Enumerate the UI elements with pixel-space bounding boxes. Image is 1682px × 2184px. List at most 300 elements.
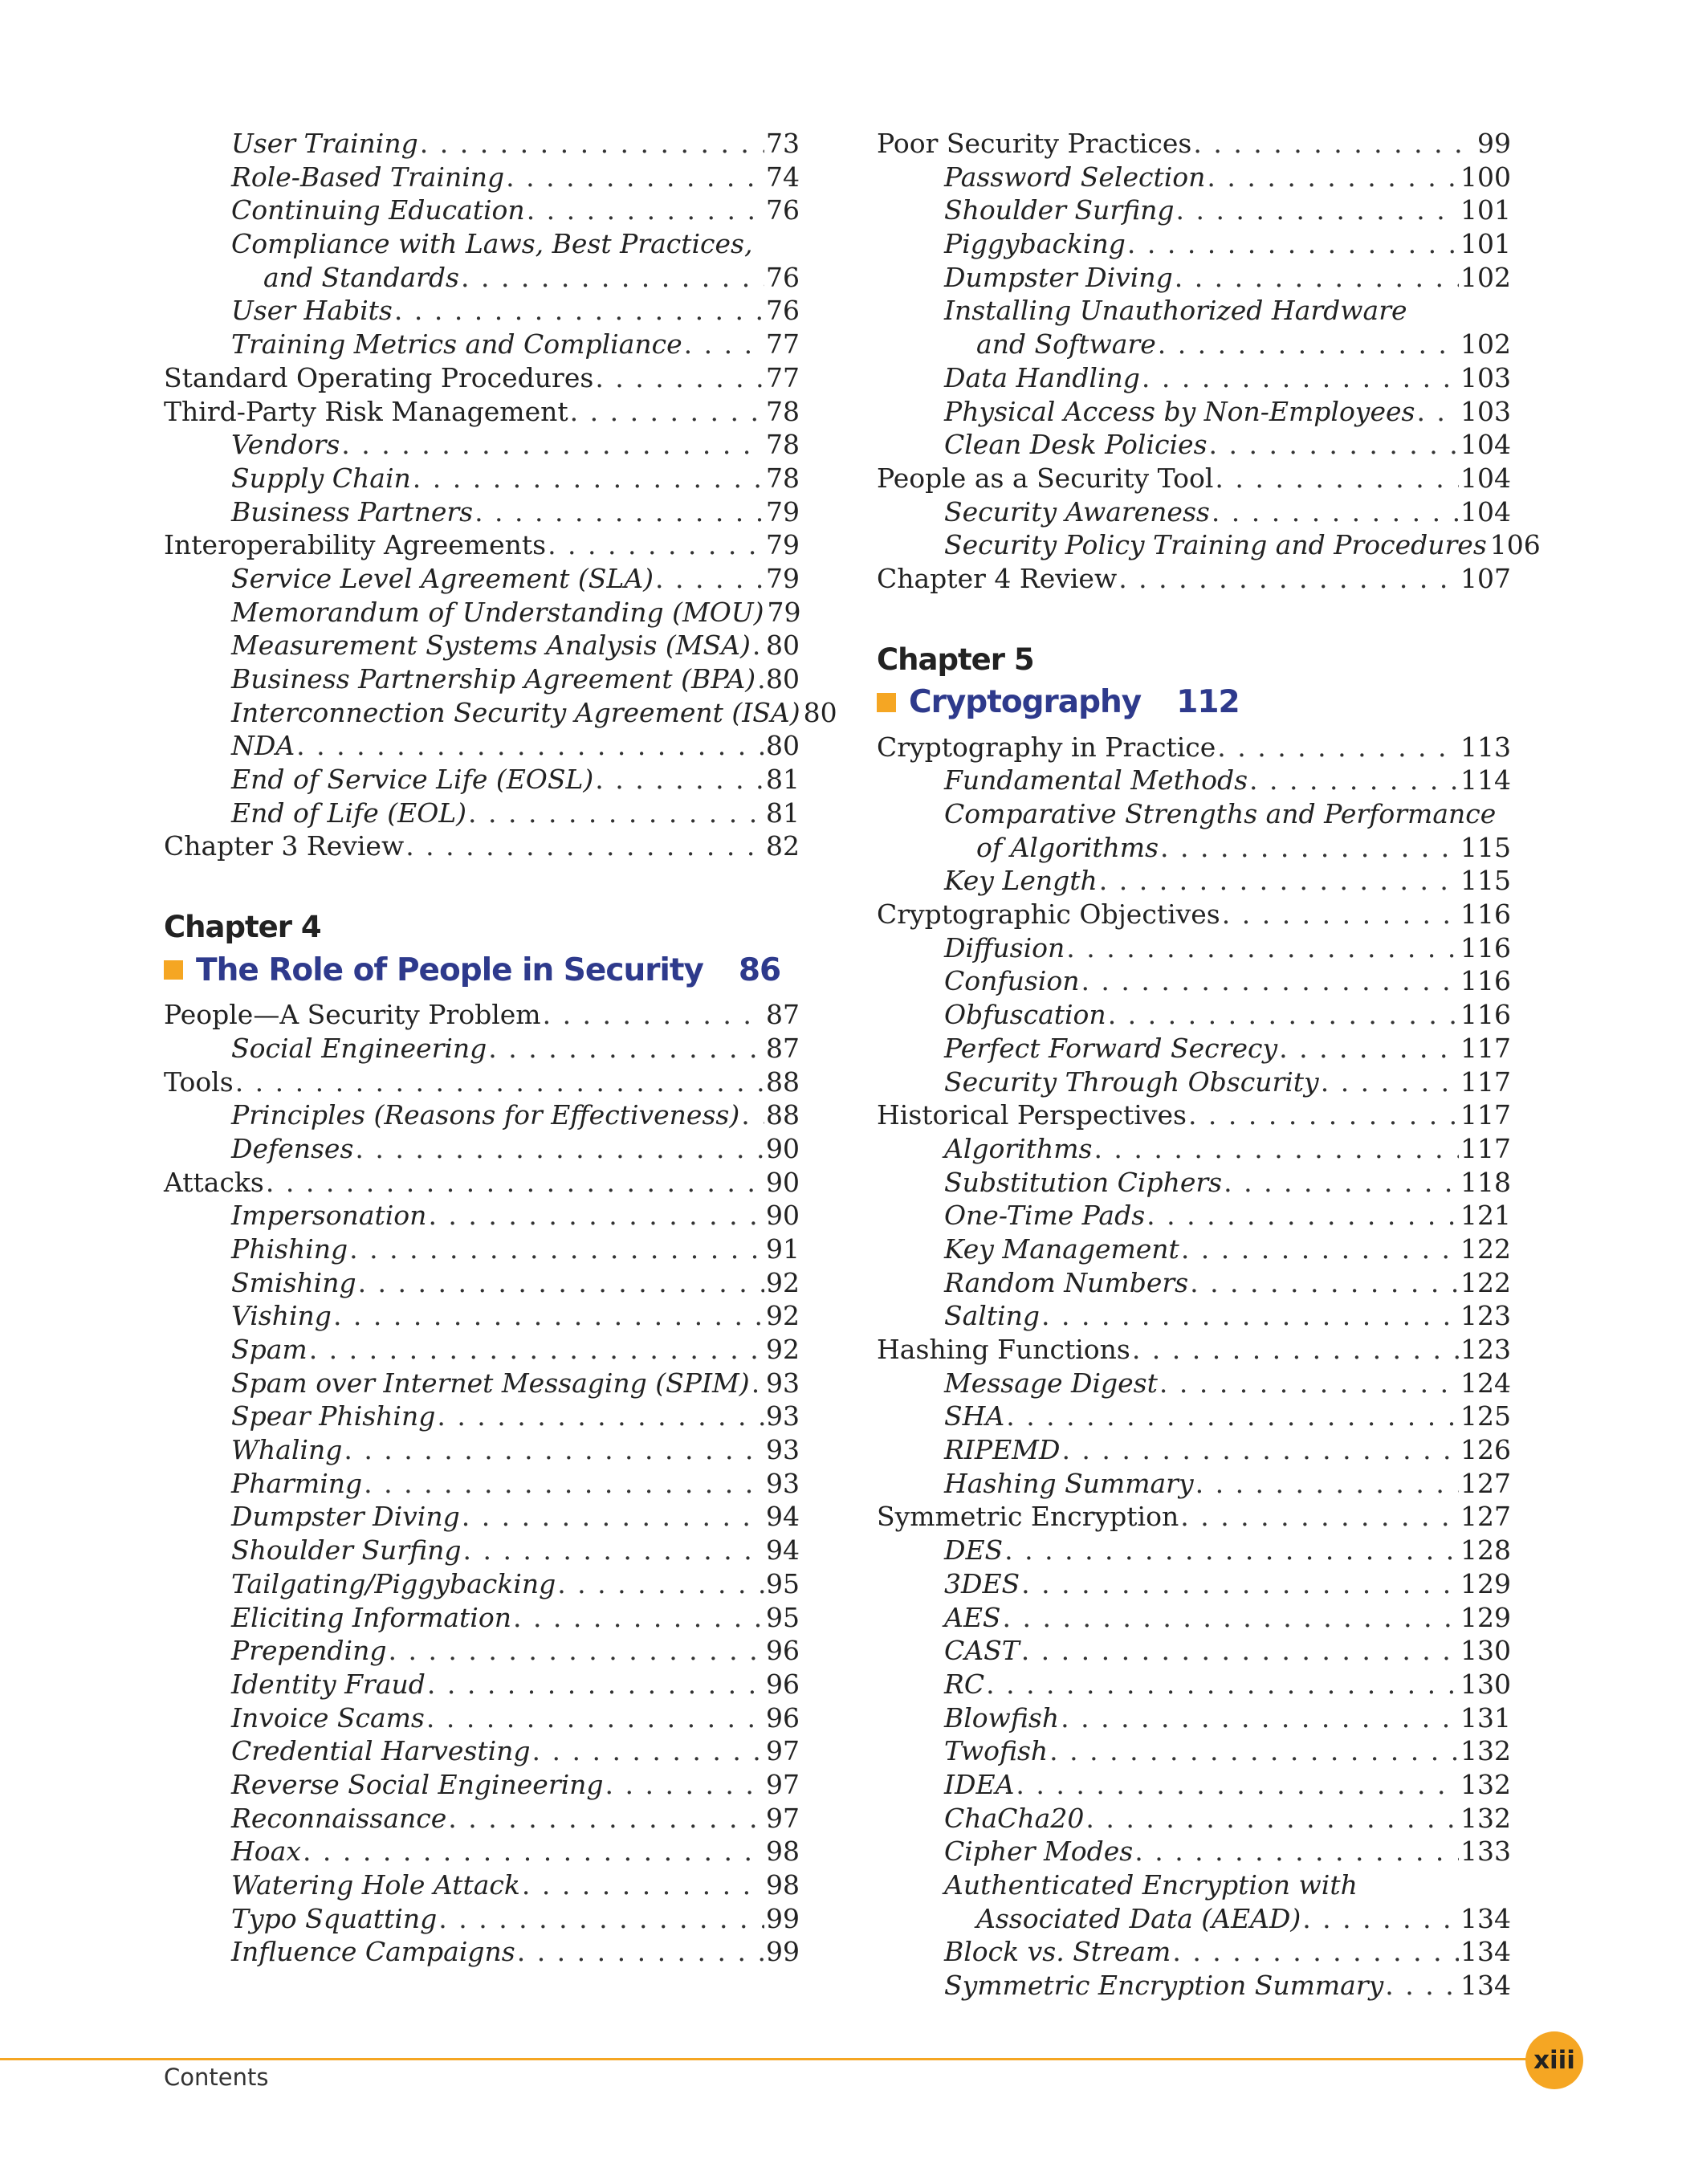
- dot-leader: [394, 294, 764, 328]
- toc-entry-page: 122: [1460, 1233, 1511, 1265]
- dot-leader: [420, 127, 764, 161]
- toc-entry[interactable]: [164, 462, 800, 495]
- toc-entry-title: Business Partnership Agreement (BPA): [231, 663, 756, 695]
- toc-entry[interactable]: [164, 328, 800, 361]
- toc-entry-page: 123: [1460, 1334, 1511, 1365]
- toc-entry[interactable]: [164, 1367, 800, 1400]
- toc-entry[interactable]: [164, 1500, 800, 1534]
- toc-entry[interactable]: [164, 1233, 800, 1266]
- chapter-label: Chapter 4: [164, 910, 321, 945]
- toc-entry-page: 118: [1460, 1166, 1511, 1198]
- dot-leader: [1212, 495, 1459, 529]
- dot-leader: [1302, 1902, 1459, 1936]
- toc-entry-page: 116: [1460, 898, 1511, 931]
- toc-entry-title: Cryptographic Objectives: [877, 898, 1220, 931]
- toc-entry-title: Business Partners: [231, 495, 474, 528]
- toc-entry-title: Reconnaissance: [231, 1802, 447, 1834]
- toc-entry-title: RIPEMD: [944, 1434, 1061, 1466]
- toc-entry[interactable]: [877, 1467, 1511, 1501]
- toc-entry[interactable]: [877, 1266, 1511, 1300]
- toc-entry-page: 82: [766, 830, 800, 862]
- toc-entry[interactable]: [164, 1098, 800, 1132]
- toc-entry[interactable]: [877, 261, 1511, 295]
- toc-entry-title: Whaling: [231, 1434, 343, 1466]
- dot-leader: [1003, 1601, 1459, 1635]
- toc-entry[interactable]: [164, 528, 800, 562]
- toc-entry-title: Training Metrics and Compliance: [231, 328, 682, 361]
- toc-entry[interactable]: [877, 898, 1511, 931]
- toc-entry-title: Continuing Education: [231, 194, 525, 226]
- left-column: [164, 127, 837, 1969]
- toc-entry-title: Pharming: [231, 1467, 363, 1499]
- toc-entry-page: 79: [766, 562, 800, 594]
- toc-entry-page: 90: [766, 1132, 800, 1164]
- toc-entry[interactable]: [164, 1467, 800, 1501]
- toc-entry[interactable]: [877, 328, 1511, 361]
- toc-entry-title: CAST: [944, 1635, 1020, 1667]
- toc-entry[interactable]: [877, 1367, 1511, 1400]
- chapter-page-number: 112: [1176, 684, 1240, 721]
- dot-leader: [235, 1066, 764, 1099]
- toc-entry-page: 90: [766, 1166, 800, 1198]
- toc-entry[interactable]: [877, 1567, 1511, 1601]
- dot-leader: [488, 1032, 764, 1066]
- toc-entry[interactable]: [164, 596, 800, 630]
- toc-entry-page: 104: [1460, 462, 1511, 494]
- toc-entry-page: 134: [1460, 1902, 1511, 1934]
- toc-entry[interactable]: [164, 294, 800, 328]
- toc-entry[interactable]: [164, 1835, 800, 1868]
- toc-entry[interactable]: [877, 1734, 1511, 1768]
- toc-entry[interactable]: [164, 1734, 800, 1768]
- toc-entry-title: Defenses: [231, 1132, 354, 1164]
- toc-entry[interactable]: [164, 1433, 800, 1467]
- toc-entry-page: 73: [766, 128, 800, 159]
- toc-entry-page: 134: [1460, 1936, 1511, 1968]
- toc-entry[interactable]: [164, 1299, 800, 1333]
- toc-entry[interactable]: [164, 562, 800, 596]
- toc-entry[interactable]: [164, 1567, 800, 1601]
- toc-entry-title: Memorandum of Understanding (MOU): [231, 596, 764, 628]
- toc-entry[interactable]: [877, 495, 1511, 529]
- toc-entry-page: 96: [766, 1668, 800, 1700]
- toc-entry-page: 77: [766, 328, 800, 361]
- dot-leader: [752, 629, 764, 662]
- toc-entry-title: RC: [944, 1668, 985, 1700]
- dot-leader: [605, 1768, 764, 1802]
- toc-entry[interactable]: [877, 1500, 1511, 1534]
- toc-entry[interactable]: [164, 829, 800, 863]
- toc-entry: [877, 294, 1511, 328]
- bullet-square-icon: [164, 960, 183, 980]
- dot-leader: [474, 495, 764, 529]
- dot-leader: [986, 1668, 1459, 1701]
- toc-entry[interactable]: [164, 1199, 800, 1233]
- toc-entry[interactable]: [164, 261, 800, 295]
- dot-leader: [388, 1634, 764, 1668]
- toc-entry[interactable]: [877, 1902, 1511, 1936]
- toc-entry-title: Smishing: [231, 1266, 356, 1298]
- toc-entry: [877, 797, 1511, 831]
- toc-entry[interactable]: [877, 361, 1511, 395]
- toc-entry[interactable]: [164, 1701, 800, 1735]
- toc-entry[interactable]: [164, 1768, 800, 1802]
- toc-entry-title: Random Numbers: [944, 1266, 1189, 1298]
- toc-entry-title: Data Handling: [944, 361, 1140, 393]
- toc-entry-title: DES: [944, 1534, 1004, 1567]
- toc-entry[interactable]: [877, 1098, 1511, 1132]
- toc-entry-title: Blowfish: [944, 1701, 1060, 1734]
- toc-entry-title: Shoulder Surfing: [944, 194, 1175, 226]
- dot-leader: [1222, 898, 1459, 931]
- toc-entry[interactable]: [877, 194, 1511, 227]
- dot-leader: [1172, 1935, 1459, 1969]
- dot-leader: [1016, 1768, 1459, 1802]
- toc-entry-page: 125: [1460, 1400, 1511, 1432]
- dot-leader: [595, 763, 764, 797]
- toc-entry-title: End of Life (EOL): [231, 797, 467, 829]
- toc-entry-page: 117: [1460, 1066, 1511, 1098]
- toc-entry-page: 93: [766, 1467, 800, 1499]
- dot-leader: [1108, 998, 1459, 1032]
- toc-section-chapter-3-tail: [164, 127, 837, 863]
- toc-entry[interactable]: [877, 1066, 1511, 1099]
- toc-entry[interactable]: [164, 1868, 800, 1902]
- toc-section-chapter-5: [877, 731, 1511, 2003]
- toc-entry-title: Installing Unauthorized Hardware: [944, 295, 1407, 327]
- toc-entry[interactable]: [877, 562, 1511, 596]
- toc-entry-title: Key Length: [944, 865, 1098, 897]
- dot-leader: [462, 1500, 764, 1534]
- toc-entry[interactable]: [877, 731, 1511, 764]
- chapter-title: Cryptography: [909, 684, 1142, 721]
- toc-entry-title: and Standards: [263, 261, 459, 293]
- dot-leader: [655, 562, 764, 596]
- toc-entry-title: Spam over Internet Messaging (SPIM): [231, 1367, 750, 1399]
- toc-entry-page: 87: [766, 999, 800, 1031]
- dot-leader: [364, 1467, 764, 1501]
- dot-leader: [427, 1668, 764, 1701]
- toc-entry[interactable]: [164, 361, 800, 395]
- toc-entry[interactable]: [164, 998, 800, 1032]
- toc-entry-page: 106: [1489, 529, 1541, 561]
- toc-entry[interactable]: [164, 1802, 800, 1836]
- toc-entry[interactable]: [877, 1132, 1511, 1166]
- toc-entry-title: Dumpster Diving: [231, 1501, 460, 1533]
- toc-entry-title: Comparative Strengths and Performance: [944, 798, 1497, 829]
- toc-entry-title: Standard Operating Procedures: [164, 361, 594, 393]
- toc-entry[interactable]: [877, 1634, 1511, 1668]
- toc-entry[interactable]: [164, 395, 800, 429]
- chapter-5-heading[interactable]: [877, 639, 1511, 724]
- toc-entry-page: 78: [766, 462, 800, 494]
- toc-entry[interactable]: [877, 1333, 1511, 1367]
- toc-entry-title: End of Service Life (EOSL): [231, 764, 594, 796]
- dot-leader: [413, 462, 764, 495]
- toc-entry-page: 96: [766, 1701, 800, 1734]
- toc-entry-title: Watering Hole Attack: [231, 1869, 520, 1901]
- toc-entry-title: Service Level Agreement (SLA): [231, 562, 654, 594]
- toc-entry-page: 80: [803, 696, 837, 728]
- toc-entry-page: 96: [766, 1635, 800, 1667]
- toc-entry[interactable]: [164, 729, 800, 763]
- chapter-4-heading[interactable]: [164, 907, 800, 992]
- toc-entry-title: Interconnection Security Agreement (ISA): [231, 696, 800, 728]
- toc-entry[interactable]: [877, 1935, 1511, 1969]
- toc-entry-page: 87: [766, 1032, 800, 1064]
- toc-entry-title: Eliciting Information: [231, 1601, 511, 1633]
- toc-entry[interactable]: [877, 1233, 1511, 1266]
- toc-entry-title: Message Digest: [944, 1367, 1158, 1399]
- dot-leader: [358, 1266, 764, 1300]
- toc-entry[interactable]: [877, 1433, 1511, 1467]
- toc-entry-page: 128: [1460, 1534, 1511, 1567]
- dot-leader: [517, 1935, 764, 1969]
- toc-entry[interactable]: [877, 528, 1541, 562]
- toc-entry[interactable]: [164, 194, 800, 227]
- toc-entry-title: Shoulder Surfing: [231, 1534, 462, 1567]
- dot-leader: [1175, 194, 1459, 227]
- dot-leader: [1181, 1233, 1459, 1266]
- toc-entry[interactable]: [877, 462, 1511, 495]
- toc-entry-page: 79: [767, 596, 801, 628]
- toc-entry-title: SHA: [944, 1400, 1005, 1432]
- toc-entry[interactable]: [877, 227, 1511, 261]
- toc-entry-title: Phishing: [231, 1233, 348, 1265]
- toc-entry-page: 97: [766, 1768, 800, 1800]
- toc-entry[interactable]: [877, 1032, 1511, 1066]
- toc-entry-page: 100: [1460, 161, 1511, 193]
- dot-leader: [1006, 1400, 1459, 1433]
- dot-leader: [543, 998, 764, 1032]
- toc-entry[interactable]: [164, 1066, 800, 1099]
- toc-section-chapter-4: [164, 998, 800, 1969]
- toc-entry-title: IDEA: [944, 1768, 1015, 1800]
- toc-entry[interactable]: [877, 864, 1511, 898]
- toc-entry[interactable]: [164, 1634, 800, 1668]
- toc-entry[interactable]: [164, 1935, 800, 1969]
- toc-entry[interactable]: [164, 763, 800, 797]
- dot-leader: [757, 662, 764, 696]
- toc-entry-page: 126: [1460, 1434, 1511, 1466]
- toc-entry-title: Interoperability Agreements: [164, 529, 547, 561]
- dot-leader: [1279, 1032, 1459, 1066]
- toc-entry-title: Hashing Summary: [944, 1467, 1194, 1499]
- toc-entry-page: 129: [1460, 1601, 1511, 1633]
- toc-entry-title: One-Time Pads: [944, 1200, 1146, 1232]
- toc-entry-title: Block vs. Stream: [944, 1936, 1171, 1968]
- dot-leader: [309, 1333, 764, 1367]
- toc-entry-title: and Software: [976, 328, 1156, 361]
- dot-leader: [1385, 1969, 1459, 2003]
- toc-entry[interactable]: [164, 428, 800, 462]
- toc-entry[interactable]: [877, 1166, 1511, 1200]
- dot-leader: [527, 194, 764, 227]
- toc-entry-page: 76: [766, 194, 800, 226]
- toc-entry[interactable]: [164, 1032, 800, 1066]
- toc-entry-title: Supply Chain: [231, 462, 411, 494]
- toc-entry[interactable]: [877, 161, 1511, 194]
- toc-entry[interactable]: [877, 395, 1511, 429]
- dot-leader: [1195, 1467, 1459, 1501]
- toc-entry[interactable]: [877, 1969, 1511, 2003]
- dot-leader: [684, 328, 764, 361]
- toc-entry-page: 132: [1460, 1802, 1511, 1834]
- toc-entry[interactable]: [164, 797, 800, 830]
- toc-entry[interactable]: [877, 1668, 1511, 1701]
- toc-entry[interactable]: [877, 831, 1511, 865]
- dot-leader: [1249, 764, 1459, 797]
- toc-entry-title: Tailgating/Piggybacking: [231, 1567, 556, 1599]
- toc-entry-title: Fundamental Methods: [944, 764, 1248, 797]
- toc-entry-page: 97: [766, 1802, 800, 1834]
- toc-entry-title: People—A Security Problem: [164, 999, 541, 1031]
- toc-entry[interactable]: [164, 662, 800, 696]
- dot-leader: [1066, 931, 1459, 965]
- toc-entry-title: Physical Access by Non-Employees: [944, 395, 1415, 427]
- toc-entry-title: Dumpster Diving: [944, 261, 1173, 293]
- toc-entry-page: 74: [766, 161, 800, 193]
- toc-entry-title: Poor Security Practices: [877, 128, 1192, 159]
- dot-leader: [570, 395, 764, 429]
- toc-entry-page: 127: [1460, 1467, 1511, 1499]
- toc-entry-page: 99: [1477, 128, 1511, 159]
- toc-entry-title: Third-Party Risk Management: [164, 395, 568, 427]
- dot-leader: [341, 428, 764, 462]
- toc-entry[interactable]: [877, 764, 1511, 797]
- dot-leader: [344, 1433, 764, 1467]
- toc-entry[interactable]: [164, 1902, 800, 1936]
- toc-entry-page: 88: [766, 1066, 800, 1098]
- toc-entry-title: NDA: [231, 730, 295, 762]
- toc-entry-page: 93: [766, 1400, 800, 1432]
- toc-entry-page: 93: [766, 1367, 800, 1399]
- toc-entry[interactable]: [164, 127, 800, 161]
- toc-entry[interactable]: [877, 964, 1511, 998]
- toc-entry-title: Chapter 3 Review: [164, 830, 405, 862]
- toc-entry[interactable]: [877, 1400, 1511, 1433]
- toc-entry[interactable]: [164, 1333, 800, 1367]
- toc-entry-page: 77: [766, 361, 800, 393]
- toc-entry-page: 101: [1460, 194, 1511, 226]
- toc-entry-title: Identity Fraud: [231, 1668, 426, 1700]
- toc-entry[interactable]: [164, 1668, 800, 1701]
- dot-leader: [1217, 731, 1459, 764]
- toc-entry[interactable]: [877, 931, 1511, 965]
- toc-entry[interactable]: [877, 1299, 1511, 1333]
- dot-leader: [438, 1902, 764, 1936]
- toc-entry[interactable]: [164, 696, 837, 730]
- toc-entry[interactable]: [877, 127, 1511, 161]
- toc-entry-title: Prepending: [231, 1635, 387, 1667]
- toc-entry-page: 93: [766, 1434, 800, 1466]
- toc-entry[interactable]: [877, 1701, 1511, 1735]
- toc-entry-title: User Training: [231, 128, 418, 159]
- dot-leader: [1021, 1634, 1459, 1668]
- dot-leader: [1127, 227, 1459, 261]
- toc-entry-title: Diffusion: [944, 931, 1065, 964]
- toc-entry[interactable]: [877, 1601, 1511, 1635]
- toc-entry-page: 127: [1460, 1501, 1511, 1533]
- toc-entry[interactable]: [164, 1534, 800, 1567]
- toc-entry[interactable]: [877, 1534, 1511, 1567]
- dot-leader: [448, 1802, 764, 1836]
- toc-entry[interactable]: [164, 1400, 800, 1433]
- page-number-badge: xiii: [1525, 2031, 1583, 2089]
- toc-entry-page: 80: [766, 663, 800, 695]
- toc-entry-page: 94: [766, 1501, 800, 1533]
- toc-entry[interactable]: [164, 1266, 800, 1300]
- toc-entry-page: 107: [1460, 562, 1511, 594]
- toc-entry[interactable]: [164, 161, 800, 194]
- toc-entry-title: Invoice Scams: [231, 1701, 425, 1734]
- dot-leader: [1159, 1367, 1459, 1400]
- toc-entry-page: 121: [1460, 1200, 1511, 1232]
- dot-leader: [1021, 1567, 1459, 1601]
- dot-leader: [468, 797, 764, 830]
- dot-leader: [1193, 127, 1476, 161]
- toc-entry-title: Security Policy Training and Procedures: [944, 529, 1487, 561]
- toc-entry-title: User Habits: [231, 295, 393, 327]
- toc-entry-title: Spear Phishing: [231, 1400, 436, 1432]
- toc-entry[interactable]: [877, 1802, 1511, 1836]
- toc-entry-page: 80: [766, 730, 800, 762]
- toc-entry-title: ChaCha20: [944, 1802, 1085, 1834]
- toc-entry-title: Security Through Obscurity: [944, 1066, 1319, 1098]
- toc-entry-page: 104: [1460, 429, 1511, 461]
- toc-entry-page: 99: [766, 1936, 800, 1968]
- toc-entry-title: Principles (Reasons for Effectiveness): [231, 1099, 740, 1131]
- toc-entry[interactable]: [164, 629, 800, 662]
- dot-leader: [1190, 1266, 1459, 1300]
- dot-leader: [1158, 328, 1459, 361]
- dot-leader: [1134, 1835, 1459, 1868]
- toc-entry-page: 99: [766, 1902, 800, 1934]
- toc-entry-title: Impersonation: [231, 1200, 427, 1232]
- toc-entry-title: Measurement Systems Analysis (MSA): [231, 630, 751, 662]
- toc-entry-page: 98: [766, 1869, 800, 1901]
- dot-leader: [303, 1835, 764, 1868]
- toc-entry-page: 132: [1460, 1735, 1511, 1767]
- dot-leader: [1132, 1333, 1459, 1367]
- toc-entry-title: Tools: [164, 1066, 234, 1098]
- toc-entry-title: Key Management: [944, 1233, 1179, 1265]
- toc-entry[interactable]: [877, 1199, 1511, 1233]
- toc-entry[interactable]: [877, 428, 1511, 462]
- chapter-label: Chapter 5: [877, 642, 1034, 677]
- toc-entry-title: Credential Harvesting: [231, 1735, 531, 1767]
- toc-entry[interactable]: [164, 1132, 800, 1166]
- dot-leader: [751, 1367, 764, 1400]
- dot-leader: [426, 1701, 764, 1735]
- dot-leader: [437, 1400, 764, 1433]
- dot-leader: [1041, 1299, 1459, 1333]
- toc-entry[interactable]: [164, 495, 800, 529]
- toc-entry-page: 92: [766, 1266, 800, 1298]
- footer-label: Contents: [164, 2064, 269, 2091]
- toc-entry-page: 98: [766, 1836, 800, 1868]
- toc-entry[interactable]: [877, 1768, 1511, 1802]
- dot-leader: [1416, 395, 1459, 429]
- toc-entry-page: 117: [1460, 1132, 1511, 1164]
- toc-entry-page: 116: [1460, 965, 1511, 997]
- toc-entry[interactable]: [877, 998, 1511, 1032]
- toc-entry-page: 92: [766, 1300, 800, 1332]
- toc-entry[interactable]: [164, 1166, 800, 1200]
- toc-entry[interactable]: [877, 1835, 1511, 1868]
- toc-entry-title: of Algorithms: [976, 831, 1159, 863]
- toc-entry[interactable]: [164, 1601, 800, 1635]
